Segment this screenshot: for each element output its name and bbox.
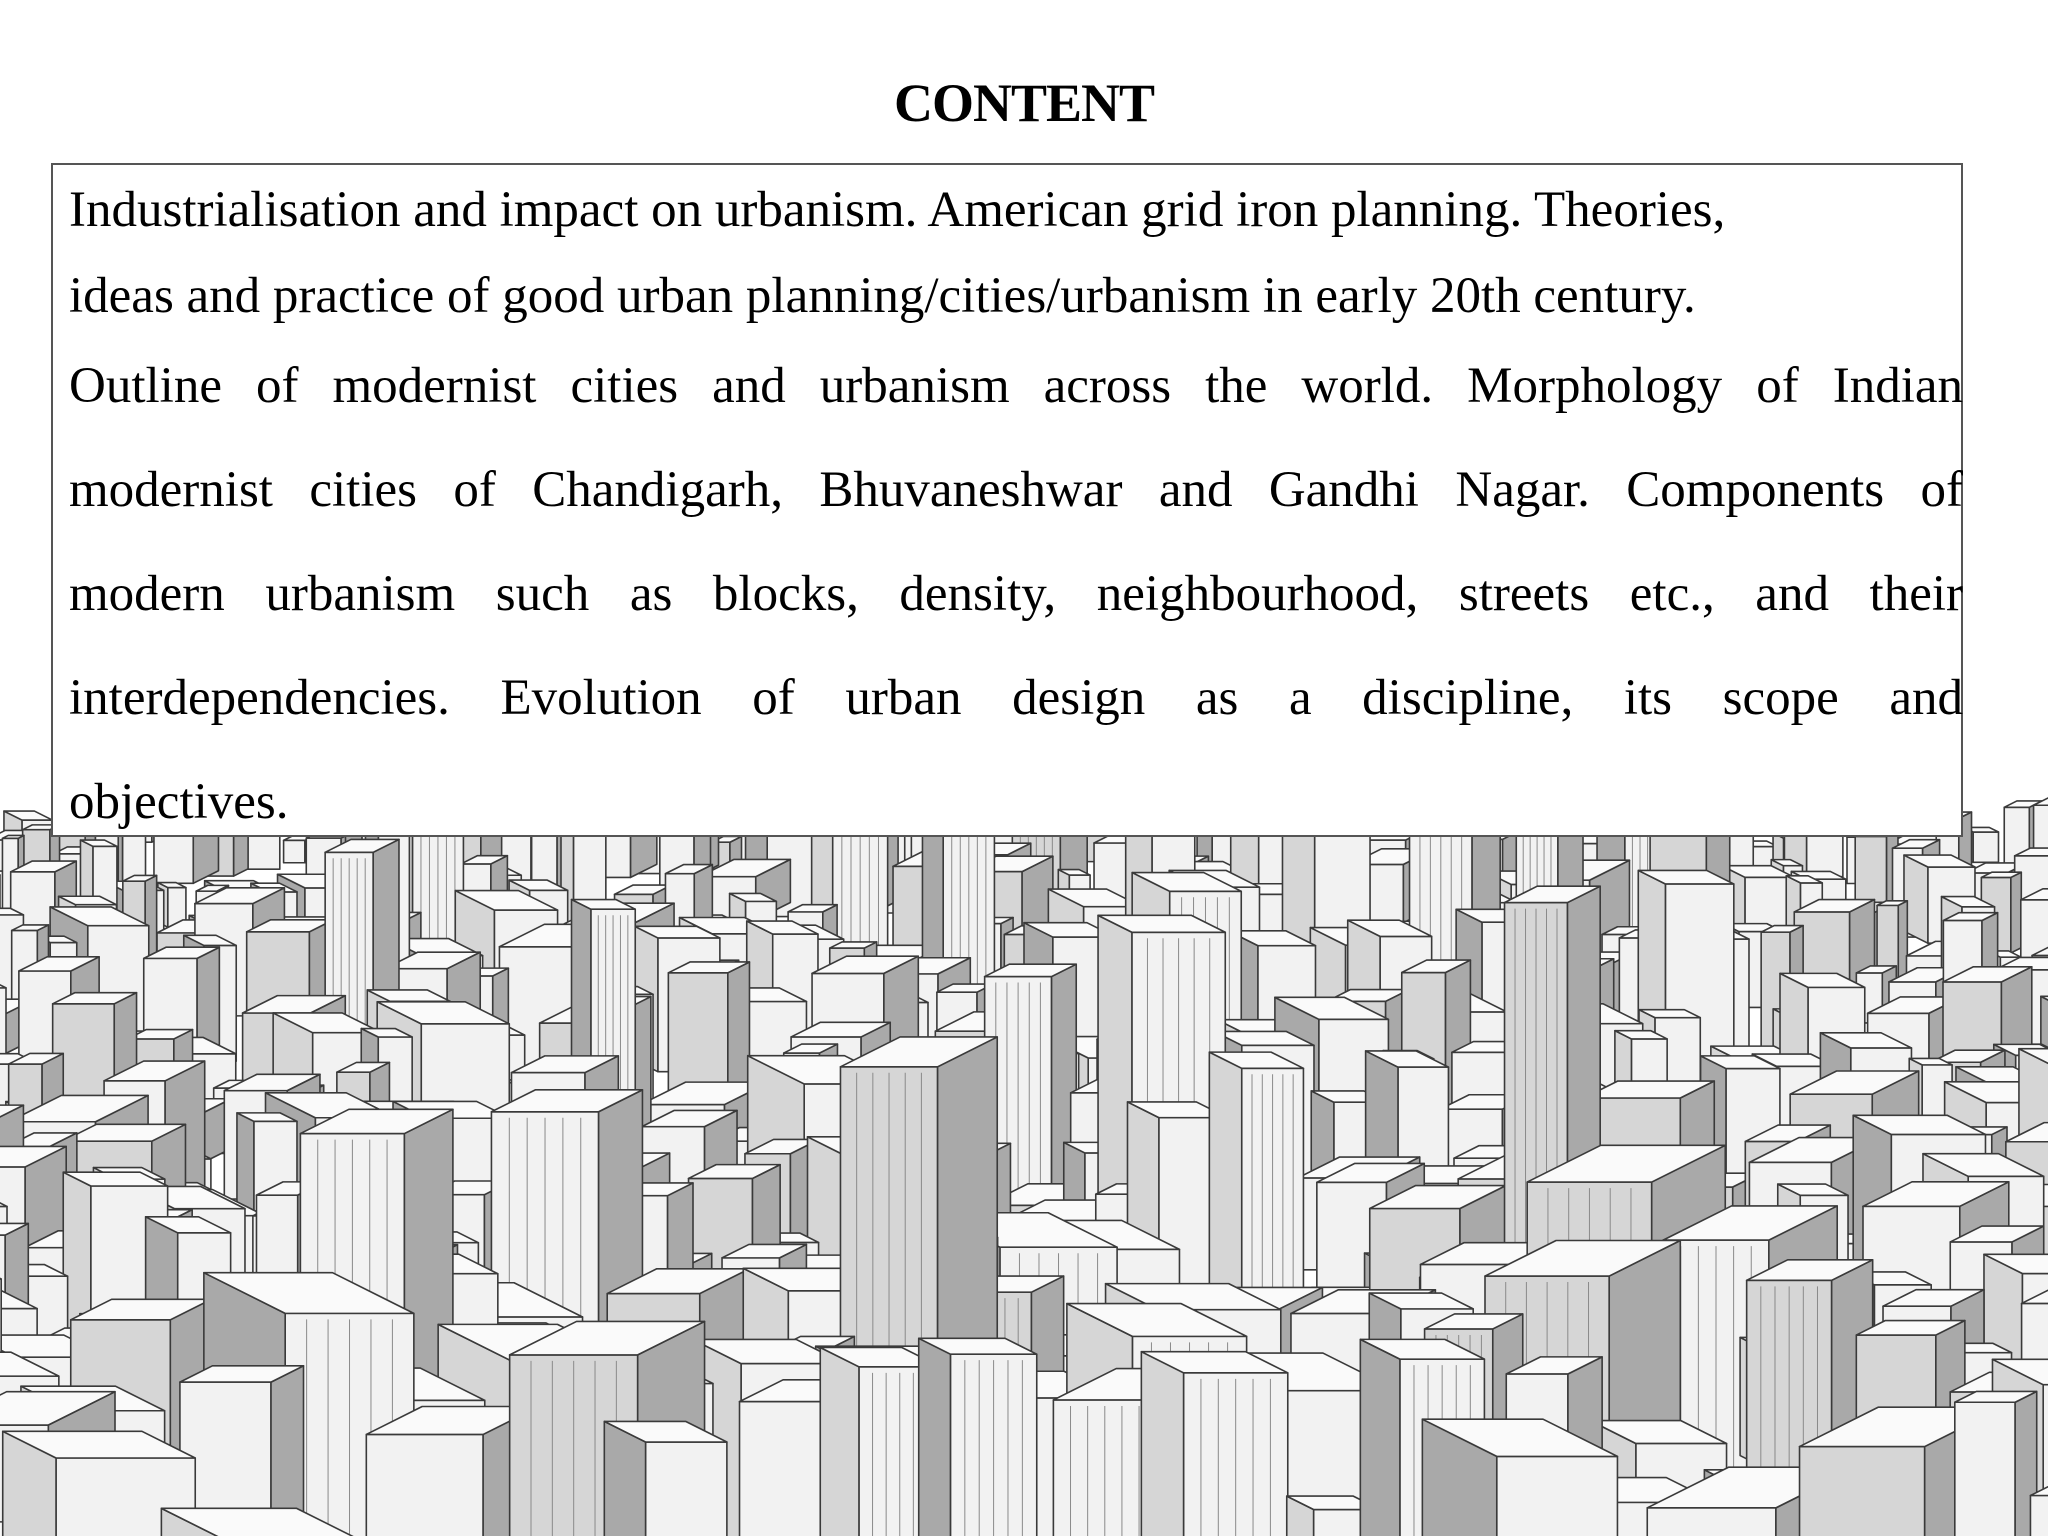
content-line: Outline of modernist cities and urbanism across the world. Morphology of Indian (69, 358, 1963, 414)
content-line: modern urbanism such as blocks, density, neighbourhood, streets etc., and their (69, 566, 1963, 622)
content-line: ideas and practice of good urban planning/cities/urbanism in early 20th century. (69, 268, 1696, 324)
content-line: modernist cities of Chandigarh, Bhuvaneshwar and Gandhi Nagar. Components of (69, 462, 1963, 518)
content-line: interdependencies. Evolution of urban design as a discipline, its scope and (69, 670, 1963, 726)
content-text-box (51, 163, 1963, 837)
content-line: objectives. (69, 774, 289, 830)
city-sketch-illustration (0, 740, 2048, 1536)
slide-title: CONTENT (893, 73, 1155, 133)
content-line: Industrialisation and impact on urbanism. American grid iron planning. Theories, (69, 182, 1726, 238)
